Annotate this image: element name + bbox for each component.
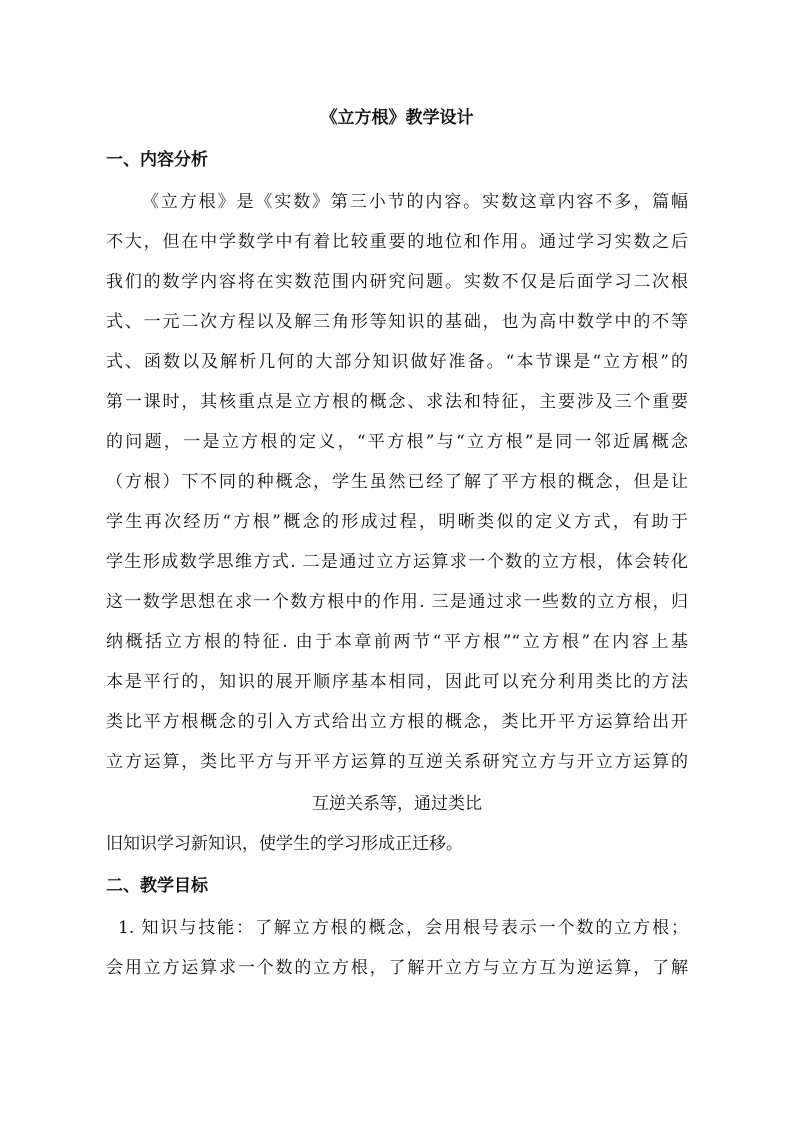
paragraph-line: 的问题，一是立方根的定义，“平方根”与“立方根”是同一邻近属概念	[106, 432, 688, 452]
paragraph-line: 类比平方根概念的引入方式给出立方根的概念，类比开平方运算给出开	[106, 712, 688, 732]
section-heading-teaching-goals: 二、教学目标	[106, 876, 208, 896]
paragraph-line: 1. 知识与技能：了解立方根的概念，会用根号表示一个数的立方根；	[118, 918, 688, 938]
paragraph-line: 式、一元二次方程以及解三角形等知识的基础，也为高中数学中的不等	[106, 312, 688, 332]
paragraph-line: 立方运算，类比平方与开平方运算的互逆关系研究立方与开立方运算的	[106, 752, 688, 772]
paragraph-line: 会用立方运算求一个数的立方根，了解开立方与立方互为逆运算，了解	[106, 958, 688, 978]
paragraph-line: 学生形成数学思维方式. 二是通过立方运算求一个数的立方根，体会转化	[106, 552, 688, 572]
paragraph-line: 第一课时，其核重点是立方根的概念、求法和特征，主要涉及三个重要	[106, 392, 688, 412]
paragraph-line: 本是平行的，知识的展开顺序基本相同，因此可以充分利用类比的方法	[106, 672, 688, 692]
paragraph-line: 旧知识学习新知识，使学生的学习形成正迁移。	[106, 834, 463, 854]
paragraph-line: 学生再次经历“方根”概念的形成过程，明晰类似的定义方式，有助于	[106, 512, 688, 532]
document-title: 《立方根》教学设计	[320, 108, 474, 128]
paragraph-line: 纳概括立方根的特征. 由于本章前两节“平方根”“立方根”在内容上基	[106, 632, 688, 652]
paragraph-line: 这一数学思想在求一个数方根中的作用. 三是通过求一些数的立方根，归	[106, 592, 688, 612]
paragraph-line: 不大，但在中学数学中有着比较重要的地位和作用。通过学习实数之后	[106, 232, 688, 252]
section-heading-content-analysis: 一、内容分析	[106, 150, 208, 170]
paragraph-line: 《立方根》是《实数》第三小节的内容。实数这章内容不多，篇幅	[142, 192, 688, 212]
paragraph-line: （方根）下不同的种概念，学生虽然已经了解了平方根的概念，但是让	[106, 472, 688, 492]
paragraph-line-centered: 互逆关系等，通过类比	[312, 794, 482, 814]
paragraph-line: 式、函数以及解析几何的大部分知识做好准备。“本节课是“立方根”的	[106, 352, 688, 372]
paragraph-line: 我们的数学内容将在实数范围内研究问题。实数不仅是后面学习二次根	[106, 272, 688, 292]
